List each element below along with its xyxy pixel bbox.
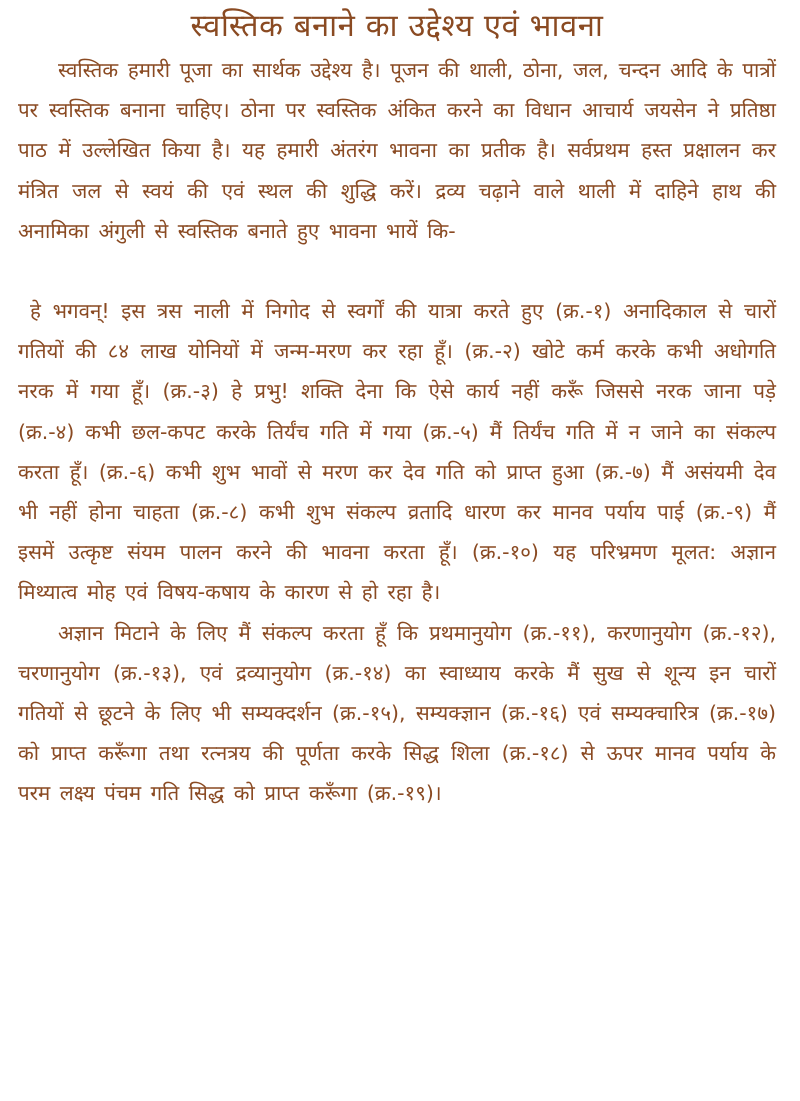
- paragraph-resolution: अज्ञान मिटाने के लिए मैं संकल्प करता हूँ कि प्रथमानुयोग (क्र.-११), करणानुयोग (क्र.-१२), चरणानुयोग (क्र.-१३), एवं द्रव्यानुयोग (क्र.-१४) का स्वाध्याय करके मैं सुख से शून्य इन चारों गतियों से छूटने के लिए भी सम्यक्दर्शन (क्र.-१५), सम्यक्ज्ञान (क्र.-१६) एवं सम्यक्चारित्र (क्र.-१७) को प्राप्त करूँगा तथा रत्नत्रय की पूर्णता करके सिद्ध शिला (क्र.-१८) से ऊपर मानव पर्याय के परम लक्ष्य पंचम गति सिद्ध को प्राप्त करूँगा (क्र.-१९)।: [18, 620, 776, 806]
- paragraph-prayer: हे भगवन्! इस त्रस नाली में निगोद से स्वर्गों की यात्रा करते हुए (क्र.-१) अनादिकाल से चारों गतियों की ८४ लाख योनियों में जन्म-मरण कर रहा हूँ। (क्र.-२) खोटे कर्म करके कभी अधोगति नरक में गया हूँ। (क्र.-३) हे प्रभु! शक्ति देना कि ऐसे कार्य नहीं करूँ जिससे नरक जाना पड़े (क्र.-४) कभी छल-कपट करके तिर्यंच गति में गया (क्र.-५) मैं तिर्यंच गति में न जाने का संकल्प करता हूँ। (क्र.-६) कभी शुभ भावों से मरण कर देव गति को प्राप्त हुआ (क्र.-७) मैं असंयमी देव भी नहीं होना चाहता (क्र.-८) कभी शुभ संकल्प व्रतादि धारण कर मानव पर्याय पाई (क्र.-९) मैं इसमें उत्कृष्ट संयम पालन करने की भावना करता हूँ। (क्र.-१०) यह परिभ्रमण मूलत: अज्ञान मिथ्यात्व मोह एवं विषय-कषाय के कारण से हो रहा है।: [18, 299, 776, 605]
- page-title: स्वस्तिक बनाने का उद्देश्य एवं भावना: [190, 8, 604, 44]
- paragraph-intro: स्वस्तिक हमारी पूजा का सार्थक उद्देश्य है। पूजन की थाली, ठोना, जल, चन्दन आदि के पात्रों पर स्वस्तिक बनाना चाहिए। ठोना पर स्वस्तिक अंकित करने का विधान आचार्य जयसेन ने प्रतिष्ठा पाठ में उल्लेखित किया है। यह हमारी अंतरंग भावना का प्रतीक है। सर्वप्रथम हस्त प्रक्षालन कर मंत्रित जल से स्वयं की एवं स्थल की शुद्धि करें। द्रव्य चढ़ाने वाले थाली में दाहिने हाथ की अनामिका अंगुली से स्वस्तिक बनाते हुए भावना भायें कि-: [18, 58, 776, 243]
